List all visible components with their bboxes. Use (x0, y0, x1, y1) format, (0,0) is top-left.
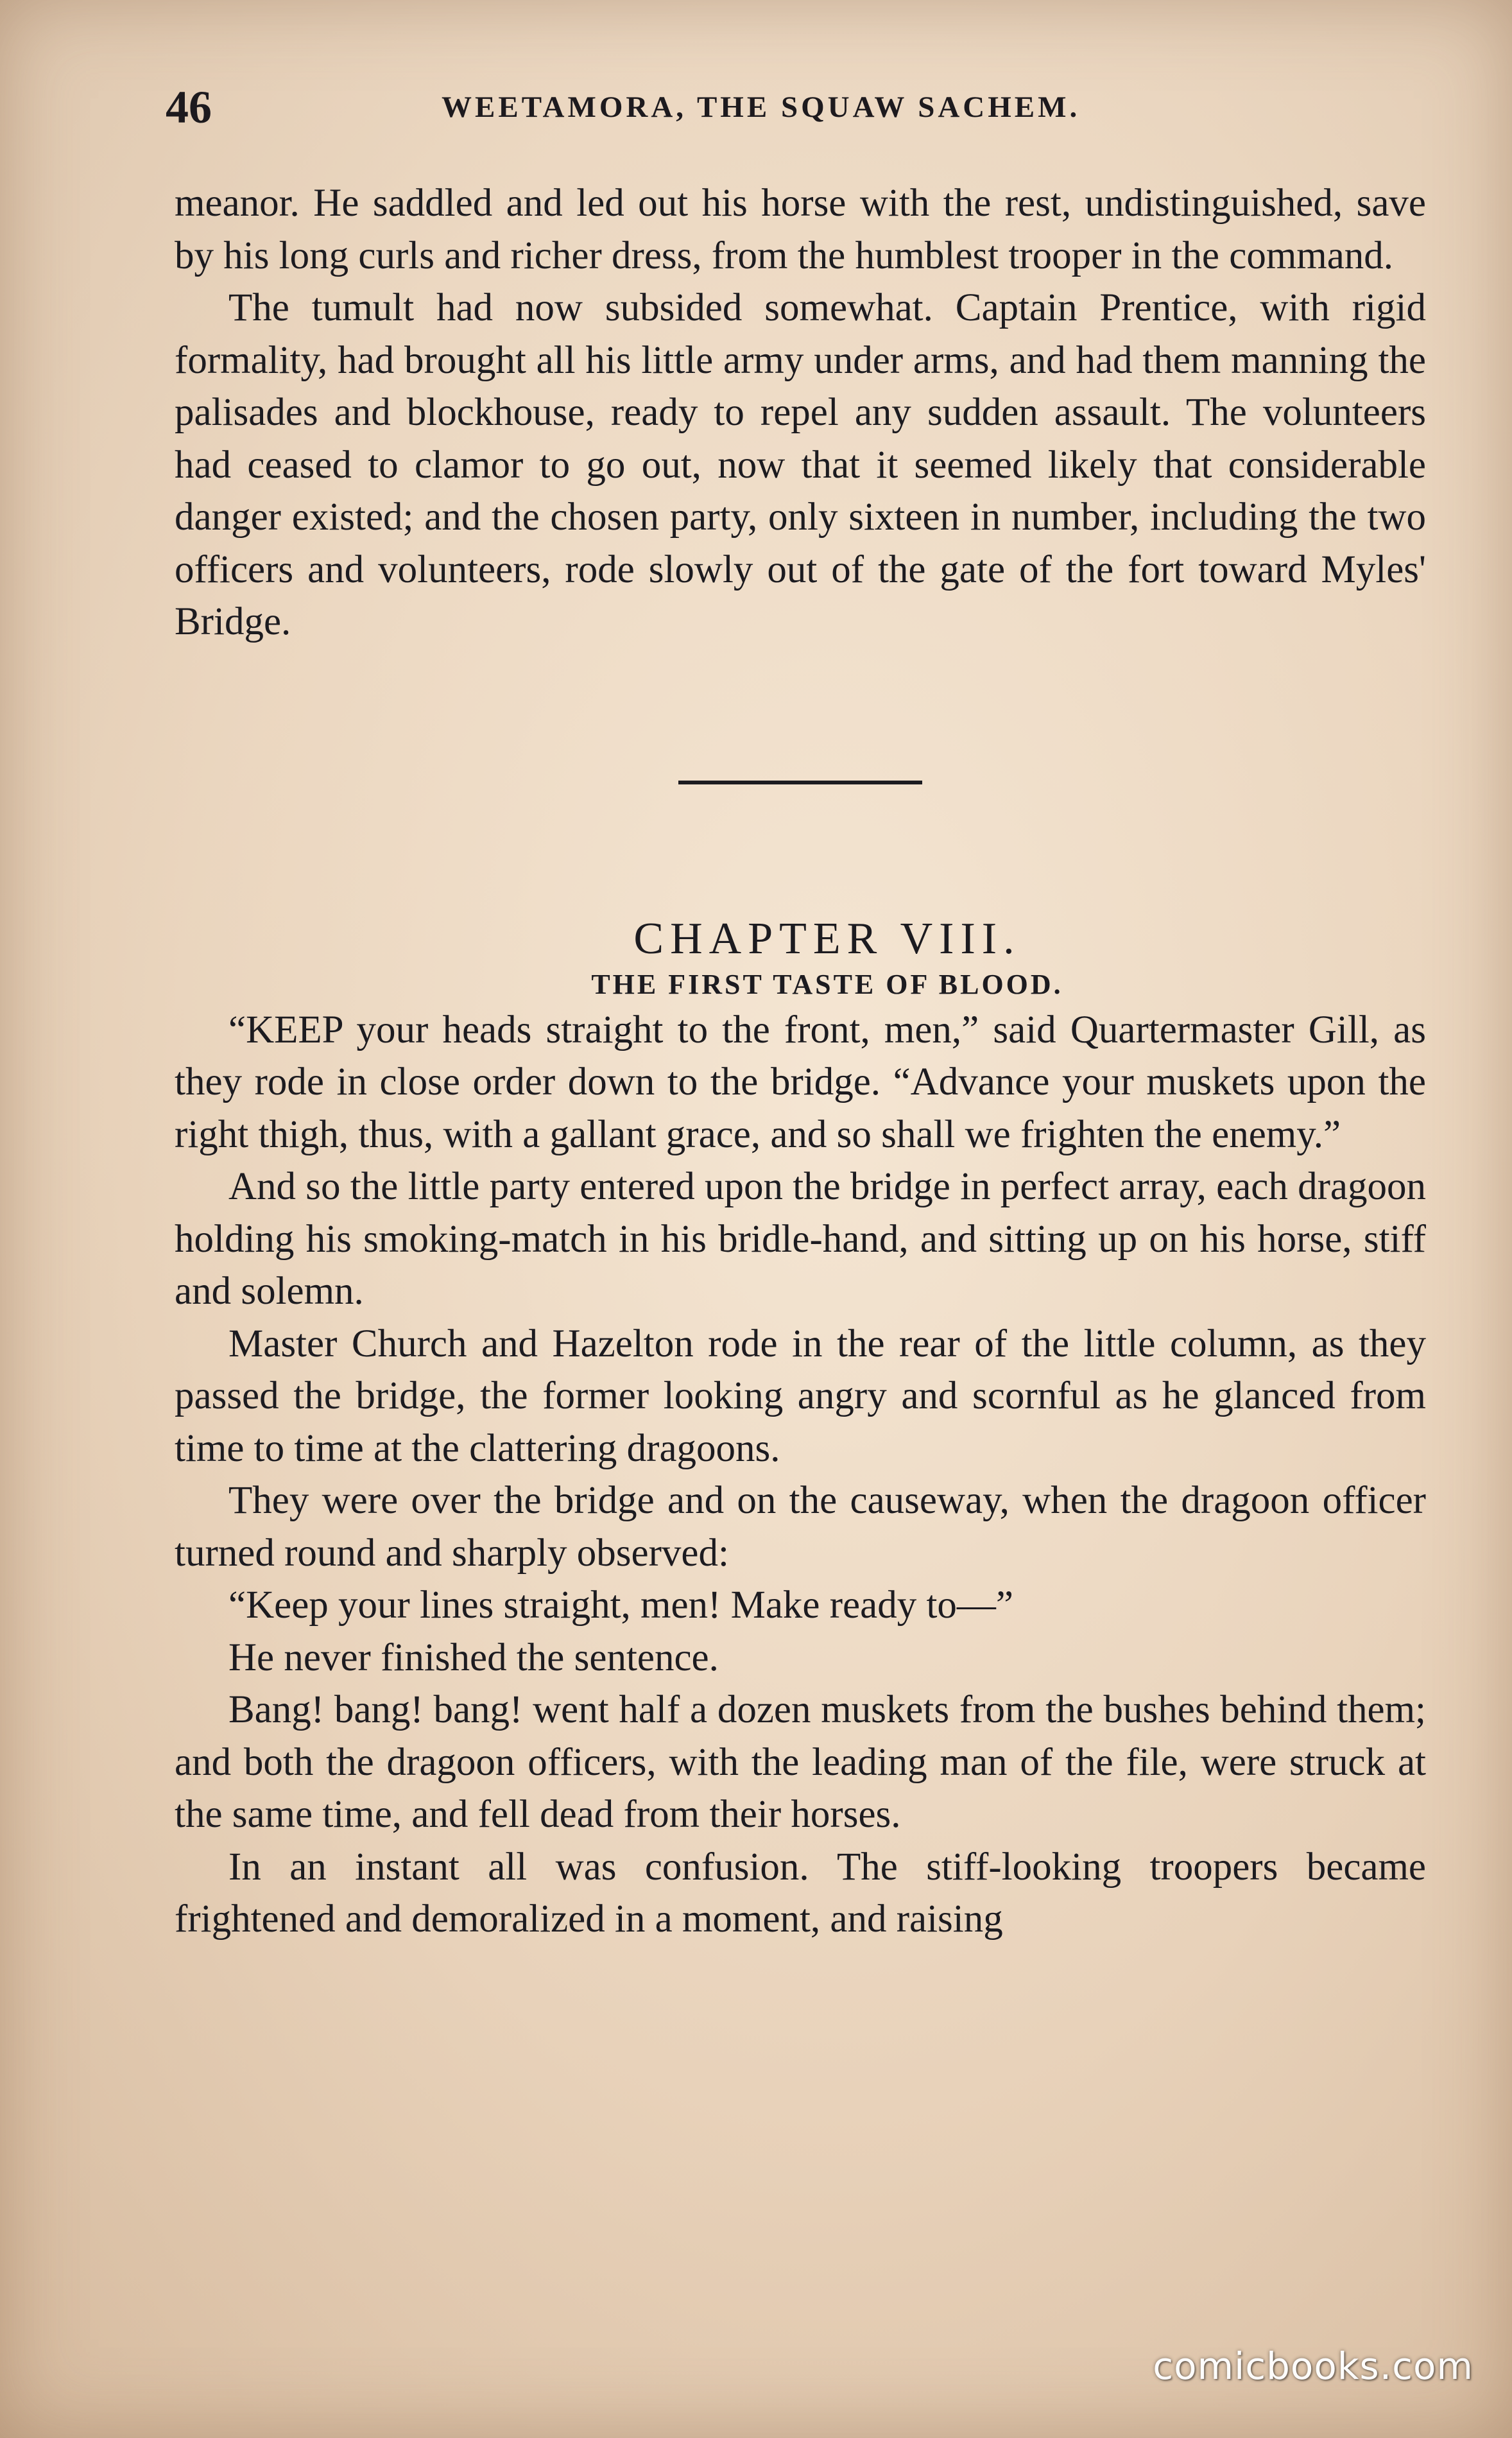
paragraph: “KEEP your heads straight to the front, men,” said Quartermaster Gill, as they rode in close order down to the bridge. “Advance your muskets upon the right thigh, thus, with a gallant grace, and so shall we frighten the enemy.” (175, 1008, 1426, 1156)
paragraph: And so the little party entered upon the bridge in perfect array, each dragoon holding his smoking-match in his bridle-hand, and sitting up on his horse, stiff and solemn. (175, 1165, 1426, 1313)
paragraph-continued: meanor. He saddled and led out his horse with the rest, undistinguished, save by his long curls and richer dress, from the humblest trooper in the command. (175, 182, 1426, 277)
paragraph: The tumult had now subsided somewhat. Captain Prentice, with rigid formality, had brought all his little army under arms, and had them manning the palisades and blockhouse, ready to repel any sudden assault. The volunteers had ceased to clamor to go out, now that it seemed likely that considerable danger existed; and the chosen party, only sixteen in number, including the two officers and volunteers, rode slowly out of the gate of the fort toward Myles' Bridge. (175, 286, 1426, 643)
chapter-heading: CHAPTER VIII. (633, 913, 1021, 964)
paragraph: “Keep your lines straight, men! Make ready to—” (228, 1584, 1013, 1627)
running-head (166, 81, 1423, 139)
paragraph: Bang! bang! bang! went half a dozen muskets from the bushes behind them; and both the dragoon officers, with the leading man of the file, were struck at the same time, and fell dead from their horses. (175, 1688, 1426, 1836)
paragraph: Master Church and Hazelton rode in the rear of the little column, as they passed the bridge, the former looking angry and scornful as he glanced from time to time at the clattering dragoons. (175, 1322, 1426, 1470)
page-number: 46 (166, 82, 212, 133)
running-title: WEETAMORA, THE SQUAW SACHEM. (442, 91, 1081, 124)
chapter-subtitle: THE FIRST TASTE OF BLOOD. (591, 968, 1063, 1000)
paragraph: He never finished the sentence. (228, 1636, 719, 1679)
watermark: comicbooks.com (1153, 2344, 1473, 2388)
paragraph: They were over the bridge and on the causeway, when the dragoon officer turned round and sharply observed: (175, 1479, 1426, 1575)
paragraph: In an instant all was confusion. The stiff-looking troopers became frightened and demoralized in a moment, and raising (175, 1845, 1426, 1941)
section-separator (678, 781, 922, 784)
body-text (175, 177, 1426, 1946)
